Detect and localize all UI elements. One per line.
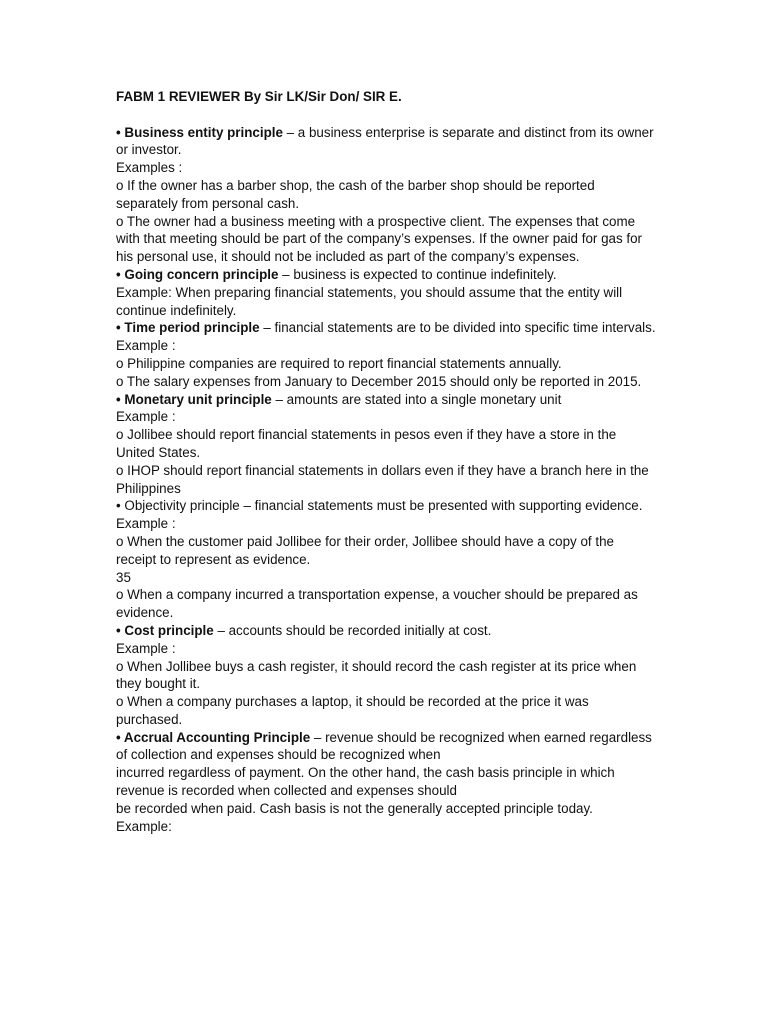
paragraph-text: • Objectivity principle – financial statements must be presented with supporting evidence. — [116, 498, 643, 514]
text-paragraph — [116, 408, 656, 426]
text-paragraph — [116, 800, 656, 818]
paragraph-text: o IHOP should report financial statements in dollars even if they have a branch here in the Philippines — [116, 462, 649, 496]
paragraph-text: 35 — [116, 569, 131, 585]
principle-term: Business entity principle — [124, 124, 283, 140]
paragraph-text: o The owner had a business meeting with a prospective client. The expenses that come with that meeting should be part of the company’s expenses. If the owner paid for gas for his personal use, it should not be included as part of the company’s expenses. — [116, 213, 643, 265]
paragraph-text: o When Jollibee buys a cash register, it should record the cash register at its price when they bought it. — [116, 658, 637, 692]
paragraph-text: o Philippine companies are required to report financial statements annually. — [116, 355, 562, 371]
paragraph-text: Example: — [116, 818, 172, 834]
text-paragraph — [116, 586, 656, 622]
bullet-marker: • — [116, 320, 125, 336]
paragraph-text: – business is expected to continue indefinitely. — [278, 266, 557, 282]
text-paragraph — [116, 337, 656, 355]
text-paragraph — [116, 658, 656, 694]
bullet-marker: • — [116, 266, 125, 282]
principle-term: Going concern principle — [124, 266, 279, 282]
principle-paragraph — [116, 391, 656, 409]
paragraph-text: Example: When preparing financial statements, you should assume that the entity will continue indefinitely. — [116, 284, 623, 318]
text-paragraph — [116, 462, 656, 498]
paragraph-text: be recorded when paid. Cash basis is not the generally accepted principle today. — [116, 800, 593, 816]
principle-paragraph — [116, 729, 656, 765]
bullet-marker: • — [116, 391, 125, 407]
paragraph-text: o When a company incurred a transportation expense, a voucher should be prepared as evidence. — [116, 587, 638, 621]
text-paragraph — [116, 515, 656, 533]
document-body — [116, 124, 656, 836]
paragraph-text: o When the customer paid Jollibee for their order, Jollibee should have a copy of the receipt to represent as evidence. — [116, 533, 614, 567]
principle-paragraph — [116, 124, 656, 160]
paragraph-text: o When a company purchases a laptop, it should be recorded at the price it was purchased. — [116, 694, 589, 727]
paragraph-text: Examples : — [116, 160, 183, 176]
text-paragraph — [116, 818, 656, 836]
text-paragraph — [116, 426, 656, 462]
paragraph-text: o Jollibee should report financial statements in pesos even if they have a store in the United States. — [116, 427, 617, 460]
text-paragraph — [116, 373, 656, 391]
bullet-marker: • — [116, 124, 125, 140]
text-paragraph — [116, 497, 656, 515]
text-paragraph — [116, 159, 656, 177]
bullet-marker: • — [116, 729, 124, 745]
principle-term: Time period principle — [124, 320, 260, 336]
paragraph-text: o The salary expenses from January to December 2015 should only be reported in 2015. — [116, 373, 642, 389]
text-paragraph — [116, 177, 656, 213]
principle-term: Monetary unit principle — [124, 391, 272, 407]
text-paragraph — [116, 355, 656, 373]
text-paragraph — [116, 693, 656, 729]
paragraph-text: Example : — [116, 516, 176, 532]
paragraph-text: Example : — [116, 409, 176, 425]
paragraph-text: Example : — [116, 640, 176, 656]
principle-paragraph — [116, 319, 656, 337]
text-paragraph — [116, 533, 656, 569]
principle-term: Cost principle — [124, 622, 214, 638]
text-paragraph — [116, 569, 656, 587]
paragraph-text: Example : — [116, 338, 176, 354]
paragraph-text: – accounts should be recorded initially at cost. — [213, 622, 492, 638]
text-paragraph — [116, 213, 656, 266]
bullet-marker: • — [116, 622, 125, 638]
document-page — [116, 88, 656, 835]
paragraph-text: – financial statements are to be divided into specific time intervals. — [259, 320, 656, 336]
text-paragraph — [116, 640, 656, 658]
text-paragraph — [116, 284, 656, 320]
paragraph-text: – amounts are stated into a single monetary unit — [271, 391, 562, 407]
paragraph-text: incurred regardless of payment. On the other hand, the cash basis principle in which revenue is recorded when collected and expenses should — [116, 765, 615, 799]
principle-paragraph — [116, 622, 656, 640]
paragraph-text: – revenue should be recognized when earned regardless of collection and expenses should be recognized when — [116, 729, 652, 763]
paragraph-text: – a business enterprise is separate and distinct from its owner or investor. — [116, 124, 654, 158]
principle-paragraph — [116, 266, 656, 284]
principle-term: Accrual Accounting Principle — [123, 729, 311, 745]
text-paragraph — [116, 764, 656, 800]
paragraph-text: o If the owner has a barber shop, the cash of the barber shop should be reported separately from personal cash. — [116, 177, 595, 211]
document-title: FABM 1 REVIEWER By Sir LK/Sir Don/ SIR E. — [116, 89, 402, 104]
